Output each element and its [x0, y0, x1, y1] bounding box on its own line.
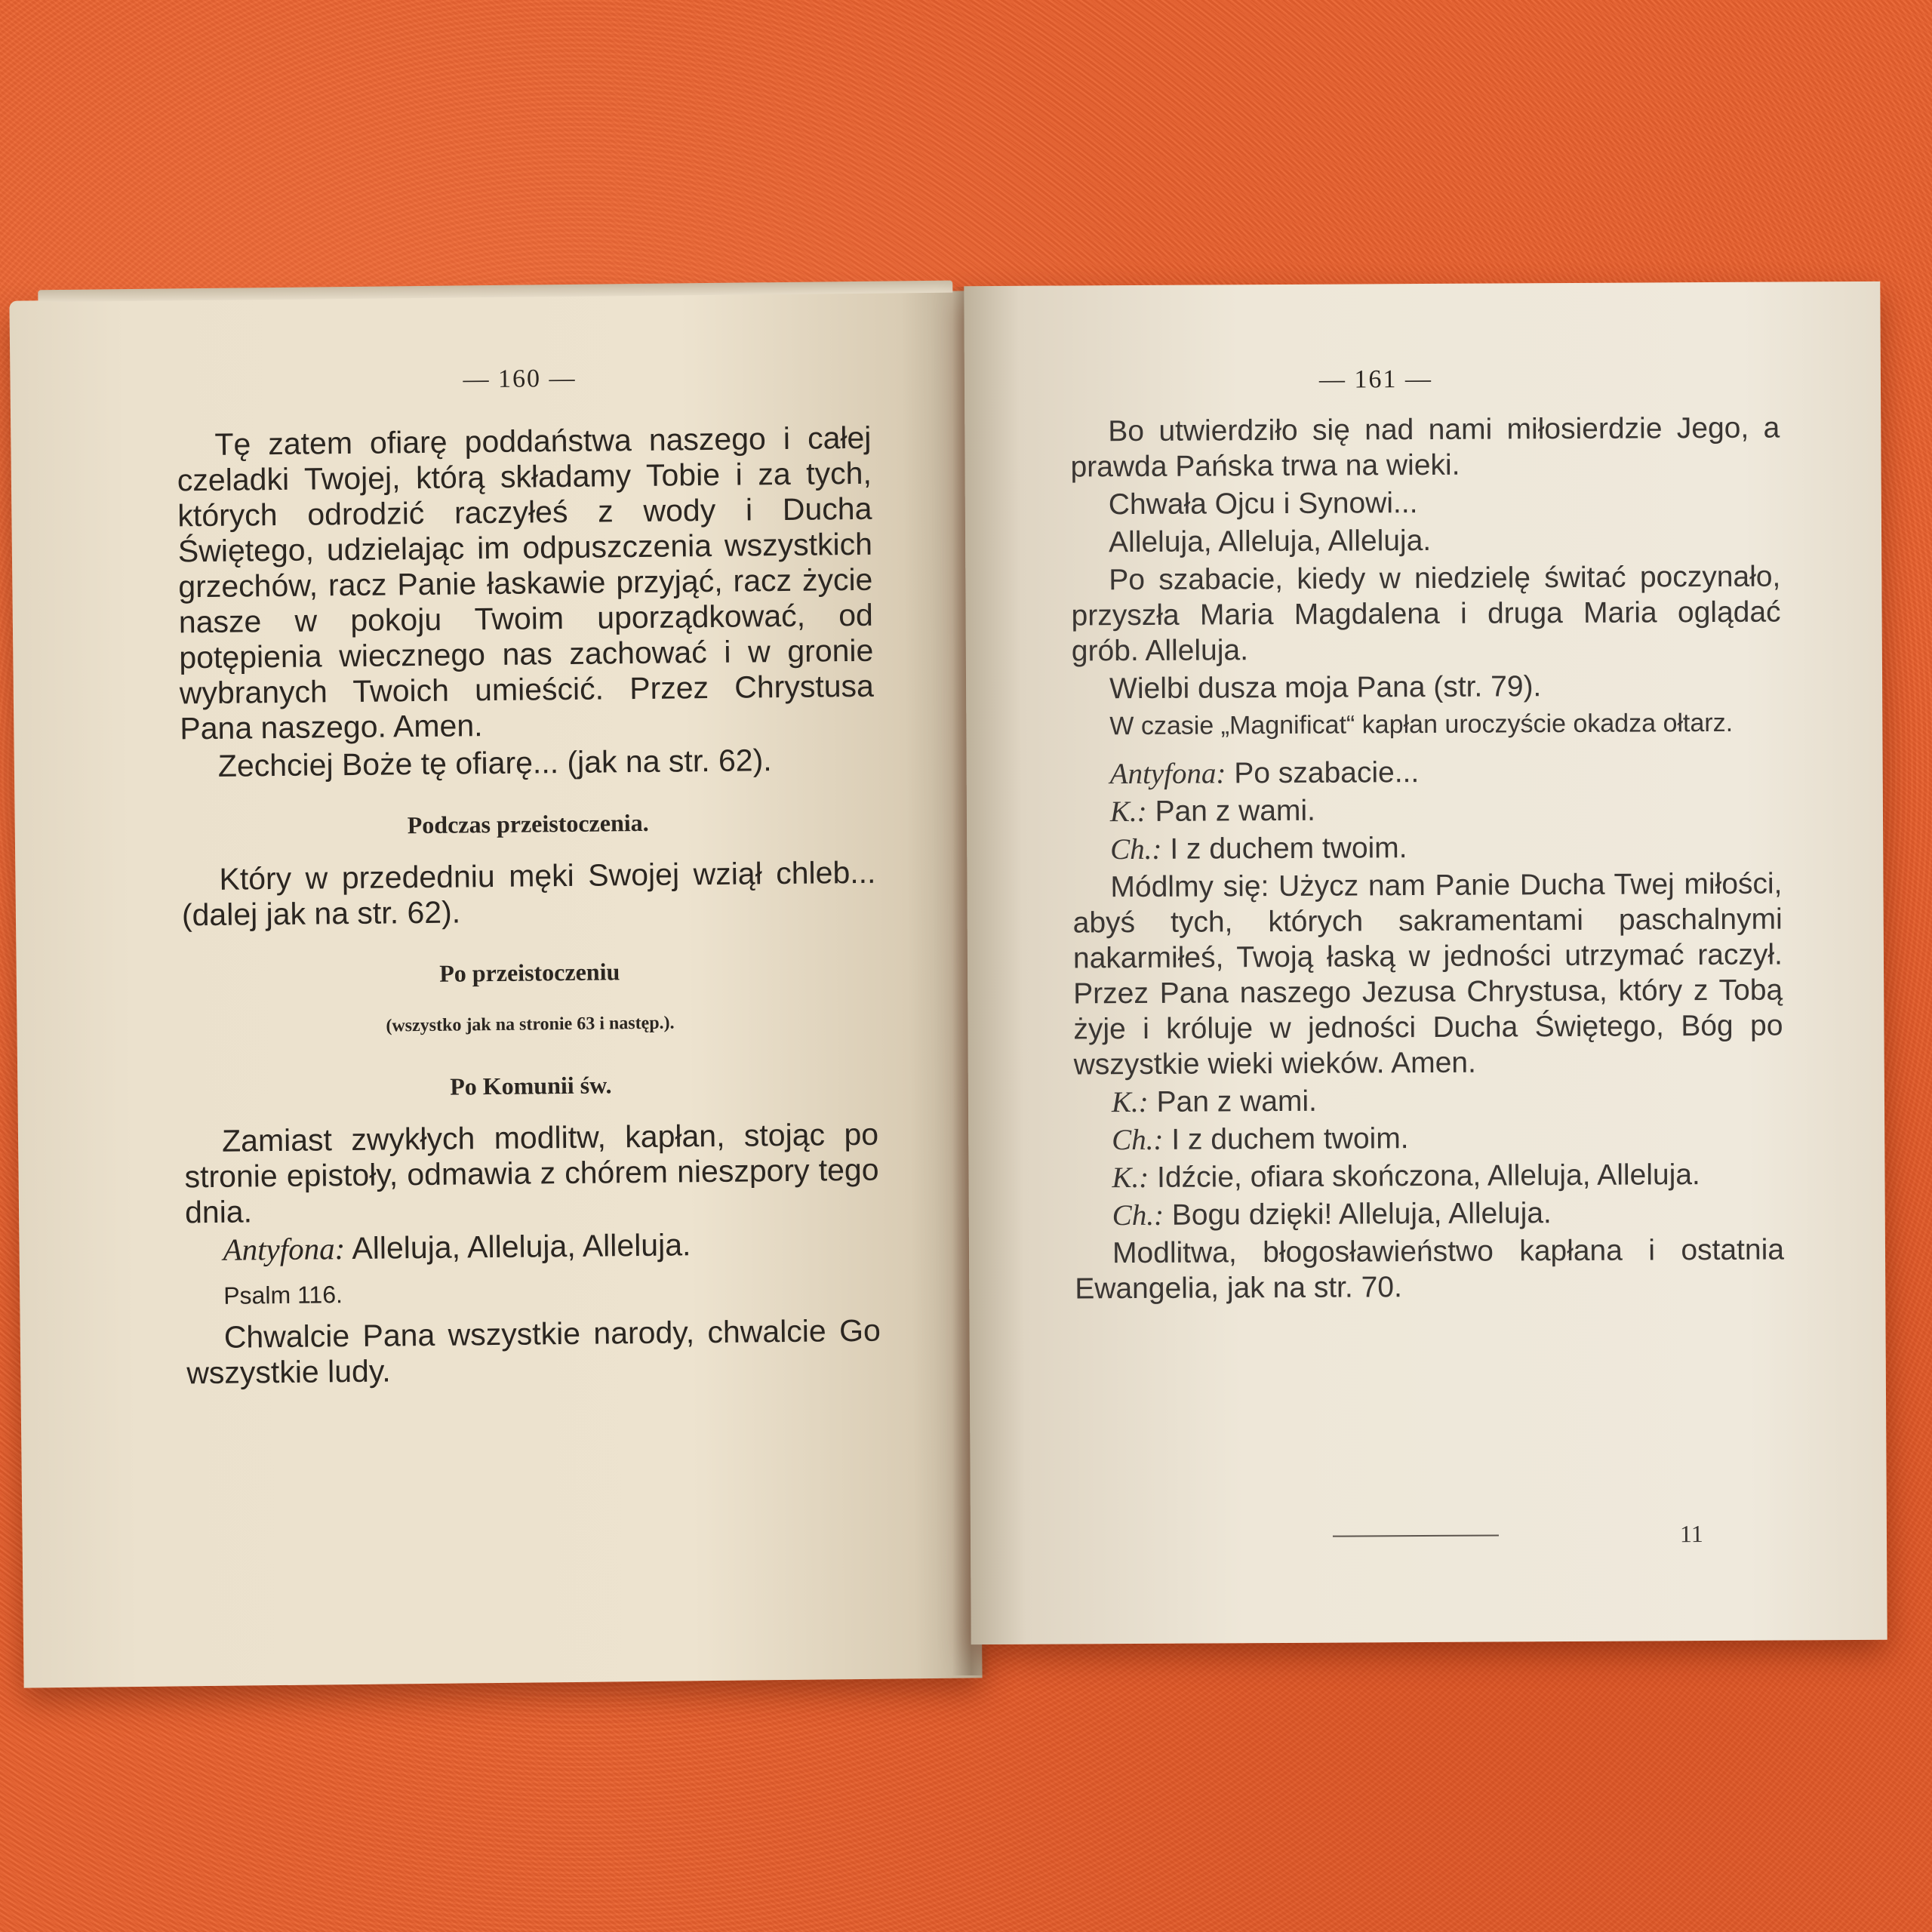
paragraph: Chwała Ojcu i Synowi... [1108, 487, 1418, 521]
paragraph: Który w przededniu męki Swojej wziął chleb... (dalej jak na str. 62). [181, 854, 876, 933]
antiphon-label: Antyfona: [1109, 757, 1226, 791]
right-page [964, 281, 1887, 1644]
closing-rule [1333, 1535, 1499, 1537]
right-page-text [1070, 411, 1784, 1309]
psalm-label: Psalm 116. [223, 1281, 343, 1309]
antiphon-label: Antyfona: [223, 1231, 346, 1267]
dialogue-text: I z duchem twoim. [1171, 1122, 1409, 1156]
page-number-right: — 161 — [1318, 365, 1433, 394]
paragraph: Tę zatem ofiarę poddaństwa naszego i całej czeladki Twojej, którą składamy Tobie i za tych, których odrodzić raczyłeś z wody i Ducha Świętego, udzielając im odpuszczenia wszystkich grzechów, racz Panie łaskawie przyjąć, racz życie nasze w pokoju Twoim uporządkować, od potępienia wiecznego nas zachować i w gronie wybranych Twoich umieścić. Przez Chrystusa Pana naszego. Amen. [177, 420, 875, 746]
paragraph: Módlmy się: Użycz nam Panie Ducha Twej miłości, abyś tych, których sakramentami paschalnymi nakarmiłeś, Twoją łaską w jedności utrzymać raczył. Przez Pana naszego Jezusa Chrystusa, który z Tobą żyje i króluje w jedności Ducha Świętego, Bóg po wszystkie wieki wieków. Amen. [1072, 867, 1783, 1081]
paragraph: Zamiast zwykłych modlitw, kapłan, stojąc po stronie epistoły, odmawia z chórem nieszpory tego dnia. [184, 1116, 879, 1230]
dialogue-line [1074, 1119, 1783, 1158]
page-number-left: — 160 — [463, 364, 577, 394]
dialogue-text: Pan z wami. [1155, 794, 1316, 828]
section-heading: Po Komunii św. [450, 1071, 612, 1100]
paragraph: Modlitwa, błogosławieństwo kapłana i ostatnia Ewangelia, jak na str. 70. [1075, 1233, 1785, 1306]
speaker-label: K.: [1112, 1161, 1149, 1195]
signature-mark: 11 [1679, 1520, 1703, 1548]
speaker-label: K.: [1111, 1085, 1149, 1119]
antiphon-line [1072, 753, 1782, 792]
left-page-text [177, 420, 881, 1394]
section-subheading: (wszystko jak na stronie 63 i następ.). [386, 1013, 675, 1036]
dialogue-text: Pan z wami. [1156, 1084, 1318, 1118]
antiphon-text: Alleluja, Alleluja, Alleluja. [352, 1227, 691, 1266]
speaker-label: Ch.: [1110, 832, 1162, 866]
section-heading: Podczas przeistoczenia. [407, 808, 649, 839]
speaker-label: K.: [1109, 795, 1147, 829]
dialogue-line [1075, 1195, 1784, 1234]
dialogue-line [1074, 1157, 1783, 1196]
dialogue-text: I z duchem twoim. [1170, 832, 1407, 866]
speaker-label: Ch.: [1112, 1198, 1164, 1232]
section-heading: Po przeistoczeniu [439, 958, 620, 987]
dialogue-text: Idźcie, ofiara skończona, Alleluja, Alleluja. [1156, 1158, 1700, 1194]
left-page [9, 291, 982, 1687]
paragraph: Bo utwierdziło się nad nami miłosierdzie Jego, a prawda Pańska trwa na wieki. [1070, 411, 1780, 484]
dialogue-text: Bogu dzięki! Alleluja, Alleluja. [1171, 1197, 1552, 1232]
paragraph: Alleluja, Alleluja, Alleluja. [1108, 524, 1432, 559]
paragraph: Wielbi dusza moja Pana (str. 79). [1109, 670, 1542, 706]
paragraph: Chwalcie Pana wszystkie narody, chwalcie Go wszystkie ludy. [186, 1312, 881, 1391]
dialogue-line [1072, 829, 1782, 868]
dialogue-line [1074, 1081, 1783, 1121]
speaker-label: Ch.: [1112, 1123, 1164, 1157]
antiphon-line [185, 1226, 879, 1269]
paragraph: Zechciej Boże tę ofiarę... (jak na str. 62). [217, 743, 772, 783]
antiphon-text: Po szabacie... [1234, 756, 1420, 790]
paragraph: Po szabacie, kiedy w niedzielę świtać poczynało, przyszła Maria Magdalena i druga Maria oglądać grób. Alleluja. [1071, 560, 1781, 668]
dialogue-line [1072, 791, 1782, 830]
rubric: W czasie „Magnificat“ kapłan uroczyście okadza ołtarz. [1109, 708, 1734, 741]
